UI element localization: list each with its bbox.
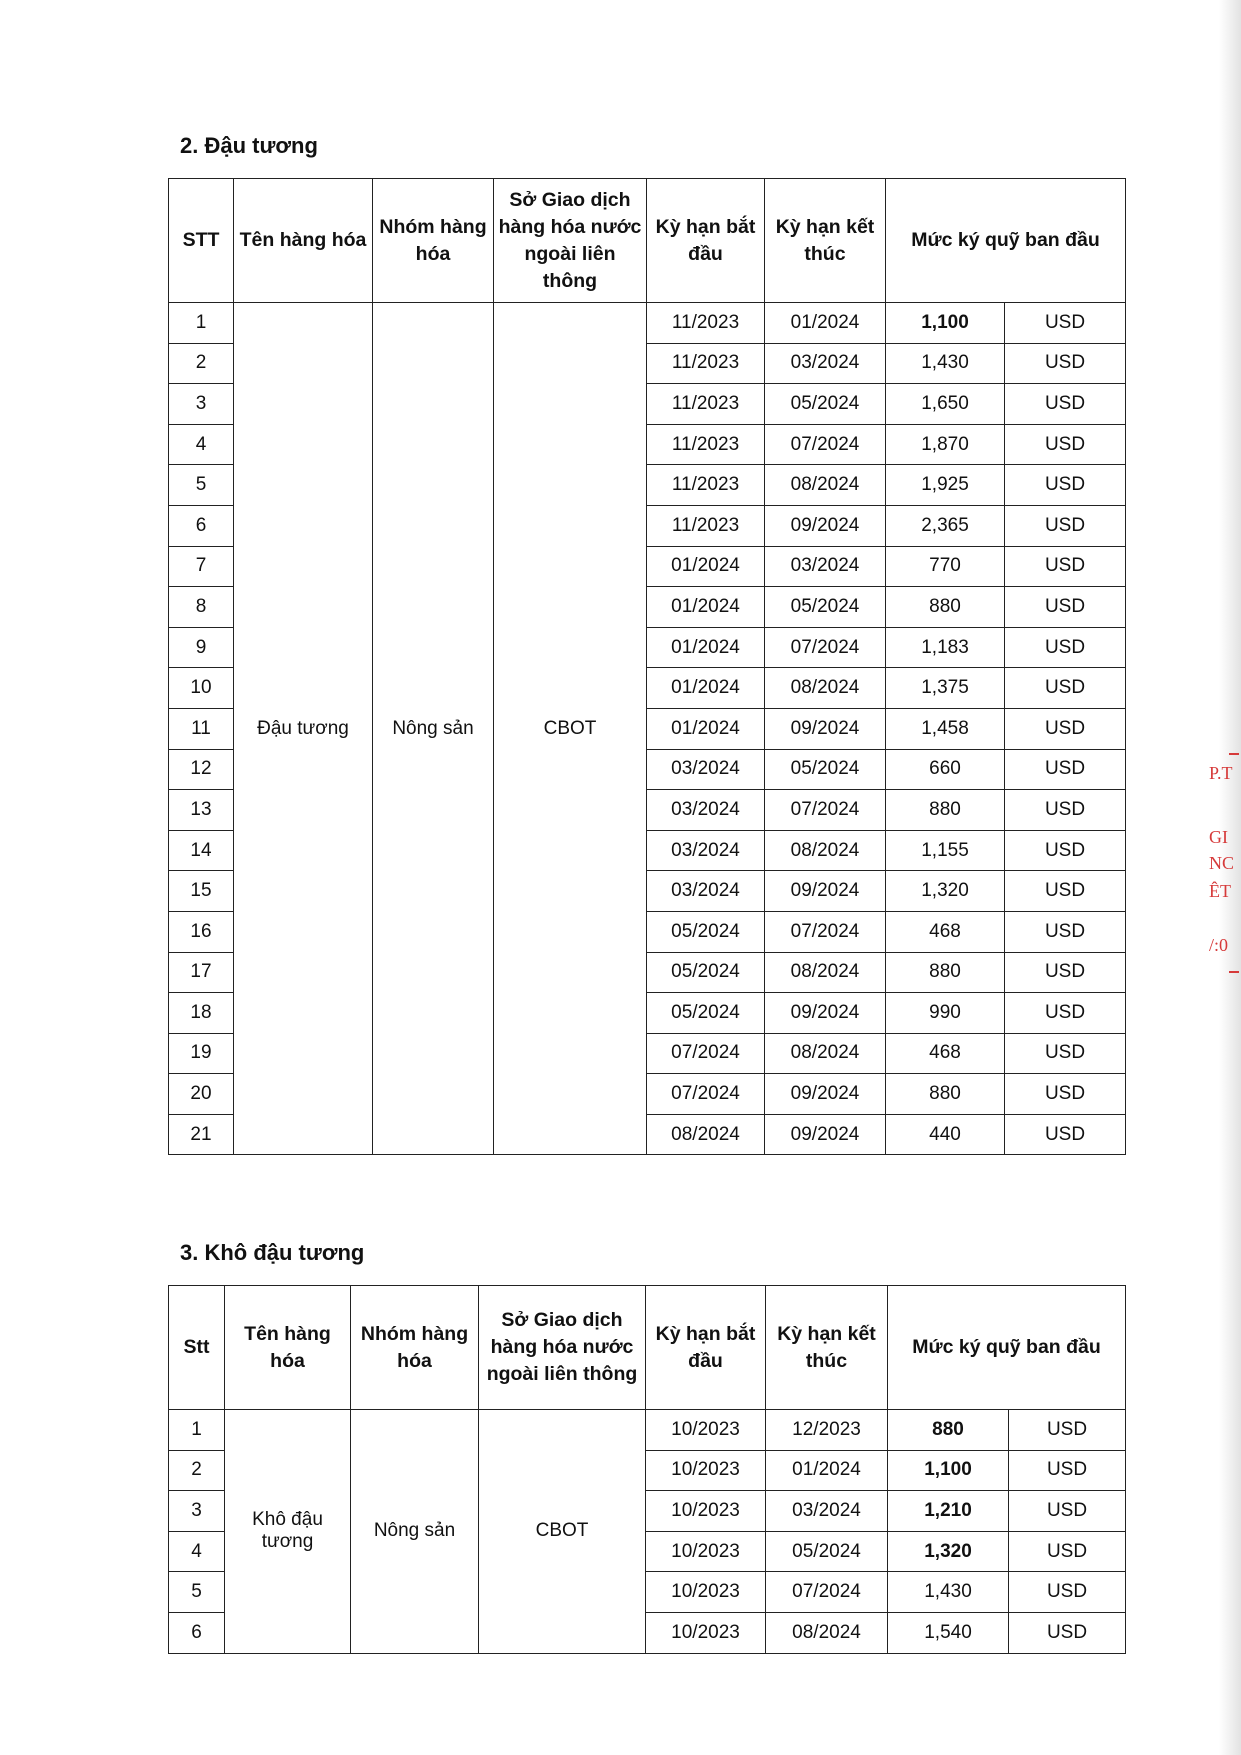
margin-value-cell: 1,210 <box>888 1491 1009 1532</box>
currency-cell: USD <box>1005 668 1126 709</box>
margin-value-cell: 880 <box>886 1074 1005 1115</box>
soybean-margin-table <box>168 178 1126 1155</box>
row-stt: 9 <box>169 627 234 668</box>
row-stt: 21 <box>169 1114 234 1155</box>
section-title-soybean-meal: 3. Khô đậu tương <box>180 1240 365 1265</box>
margin-value-cell: 1,650 <box>886 384 1005 425</box>
currency-cell: USD <box>1009 1410 1126 1451</box>
margin-value-cell: 468 <box>886 1033 1005 1074</box>
header-start-term: Kỳ hạn bắt đầu <box>647 179 765 303</box>
header-commodity-group: Nhóm hàng hóa <box>373 179 494 303</box>
currency-cell: USD <box>1005 627 1126 668</box>
end-term-cell: 09/2024 <box>765 1114 886 1155</box>
end-term-cell: 07/2024 <box>765 911 886 952</box>
currency-cell: USD <box>1009 1491 1126 1532</box>
row-stt: 1 <box>169 1410 225 1451</box>
exchange-cell: CBOT <box>479 1410 646 1654</box>
stamp-text: ÊT <box>1209 881 1231 901</box>
margin-value-cell: 1,430 <box>886 343 1005 384</box>
header-end-term: Kỳ hạn kết thúc <box>766 1286 888 1410</box>
margin-value-cell: 1,430 <box>888 1572 1009 1613</box>
margin-value-cell: 1,925 <box>886 465 1005 506</box>
margin-value-cell: 1,458 <box>886 708 1005 749</box>
end-term-cell: 08/2024 <box>765 952 886 993</box>
table-header-row <box>169 179 1126 303</box>
currency-cell: USD <box>1009 1531 1126 1572</box>
start-term-cell: 11/2023 <box>647 424 765 465</box>
margin-value-cell: 1,540 <box>888 1612 1009 1653</box>
currency-cell: USD <box>1005 749 1126 790</box>
row-stt: 3 <box>169 384 234 425</box>
margin-value-cell: 1,375 <box>886 668 1005 709</box>
currency-cell: USD <box>1005 303 1126 344</box>
currency-cell: USD <box>1005 708 1126 749</box>
margin-value-cell: 770 <box>886 546 1005 587</box>
row-stt: 2 <box>169 343 234 384</box>
red-stamp-fragment <box>1205 745 1241 985</box>
margin-value-cell: 468 <box>886 911 1005 952</box>
currency-cell: USD <box>1005 993 1126 1034</box>
currency-cell: USD <box>1005 384 1126 425</box>
row-stt: 10 <box>169 668 234 709</box>
start-term-cell: 11/2023 <box>647 505 765 546</box>
end-term-cell: 07/2024 <box>765 424 886 465</box>
end-term-cell: 08/2024 <box>765 668 886 709</box>
start-term-cell: 01/2024 <box>647 546 765 587</box>
margin-value-cell: 880 <box>888 1410 1009 1451</box>
start-term-cell: 01/2024 <box>647 708 765 749</box>
end-term-cell: 09/2024 <box>765 1074 886 1115</box>
header-commodity-group: Nhóm hàng hóa <box>351 1286 479 1410</box>
table-header-row <box>169 1286 1126 1410</box>
start-term-cell: 11/2023 <box>647 303 765 344</box>
row-stt: 14 <box>169 830 234 871</box>
stamp-text: GI <box>1209 827 1228 847</box>
end-term-cell: 12/2023 <box>766 1410 888 1451</box>
end-term-cell: 05/2024 <box>765 749 886 790</box>
end-term-cell: 05/2024 <box>765 587 886 628</box>
end-term-cell: 09/2024 <box>765 505 886 546</box>
start-term-cell: 07/2024 <box>647 1074 765 1115</box>
start-term-cell: 05/2024 <box>647 993 765 1034</box>
currency-cell: USD <box>1005 587 1126 628</box>
currency-cell: USD <box>1005 790 1126 831</box>
start-term-cell: 10/2023 <box>646 1491 766 1532</box>
commodity-name-cell: Đậu tương <box>234 303 373 1155</box>
header-foreign-exchange: Sở Giao dịch hàng hóa nước ngoài liên thông <box>479 1286 646 1410</box>
header-start-term: Kỳ hạn bắt đầu <box>646 1286 766 1410</box>
start-term-cell: 05/2024 <box>647 911 765 952</box>
margin-value-cell: 880 <box>886 952 1005 993</box>
row-stt: 4 <box>169 424 234 465</box>
soybean-meal-margin-table <box>168 1285 1126 1654</box>
header-foreign-exchange: Sở Giao dịch hàng hóa nước ngoài liên thông <box>494 179 647 303</box>
header-stt: Stt <box>169 1286 225 1410</box>
start-term-cell: 03/2024 <box>647 830 765 871</box>
row-stt: 17 <box>169 952 234 993</box>
row-stt: 1 <box>169 303 234 344</box>
row-stt: 2 <box>169 1450 225 1491</box>
start-term-cell: 11/2023 <box>647 343 765 384</box>
header-initial-margin: Mức ký quỹ ban đầu <box>888 1286 1126 1410</box>
section-title-soybean: 2. Đậu tương <box>180 133 318 158</box>
row-stt: 3 <box>169 1491 225 1532</box>
margin-value-cell: 2,365 <box>886 505 1005 546</box>
start-term-cell: 01/2024 <box>647 587 765 628</box>
row-stt: 12 <box>169 749 234 790</box>
end-term-cell: 01/2024 <box>765 303 886 344</box>
start-term-cell: 08/2024 <box>647 1114 765 1155</box>
row-stt: 13 <box>169 790 234 831</box>
end-term-cell: 09/2024 <box>765 871 886 912</box>
row-stt: 7 <box>169 546 234 587</box>
start-term-cell: 10/2023 <box>646 1531 766 1572</box>
margin-value-cell: 660 <box>886 749 1005 790</box>
stamp-text: /:0 <box>1209 935 1229 955</box>
margin-value-cell: 880 <box>886 790 1005 831</box>
row-stt: 19 <box>169 1033 234 1074</box>
end-term-cell: 03/2024 <box>765 546 886 587</box>
row-stt: 18 <box>169 993 234 1034</box>
row-stt: 16 <box>169 911 234 952</box>
start-term-cell: 03/2024 <box>647 871 765 912</box>
row-stt: 5 <box>169 1572 225 1613</box>
end-term-cell: 07/2024 <box>766 1572 888 1613</box>
currency-cell: USD <box>1005 343 1126 384</box>
end-term-cell: 08/2024 <box>765 465 886 506</box>
header-initial-margin: Mức ký quỹ ban đầu <box>886 179 1126 303</box>
margin-value-cell: 880 <box>886 587 1005 628</box>
table-row <box>169 303 1126 344</box>
end-term-cell: 01/2024 <box>766 1450 888 1491</box>
currency-cell: USD <box>1005 1074 1126 1115</box>
start-term-cell: 07/2024 <box>647 1033 765 1074</box>
end-term-cell: 08/2024 <box>766 1612 888 1653</box>
margin-value-cell: 1,320 <box>888 1531 1009 1572</box>
margin-value-cell: 1,100 <box>886 303 1005 344</box>
margin-value-cell: 1,183 <box>886 627 1005 668</box>
currency-cell: USD <box>1005 505 1126 546</box>
currency-cell: USD <box>1005 911 1126 952</box>
end-term-cell: 03/2024 <box>765 343 886 384</box>
currency-cell: USD <box>1009 1612 1126 1653</box>
header-end-term: Kỳ hạn kết thúc <box>765 179 886 303</box>
currency-cell: USD <box>1009 1450 1126 1491</box>
table-row <box>169 1410 1126 1451</box>
row-stt: 11 <box>169 708 234 749</box>
margin-value-cell: 1,155 <box>886 830 1005 871</box>
end-term-cell: 08/2024 <box>765 830 886 871</box>
start-term-cell: 01/2024 <box>647 668 765 709</box>
row-stt: 20 <box>169 1074 234 1115</box>
commodity-name-cell: Khô đậu tương <box>225 1410 351 1654</box>
margin-value-cell: 990 <box>886 993 1005 1034</box>
start-term-cell: 10/2023 <box>646 1612 766 1653</box>
margin-value-cell: 1,870 <box>886 424 1005 465</box>
stamp-text: NC <box>1209 853 1235 873</box>
currency-cell: USD <box>1005 952 1126 993</box>
currency-cell: USD <box>1005 424 1126 465</box>
header-commodity-name: Tên hàng hóa <box>234 179 373 303</box>
start-term-cell: 01/2024 <box>647 627 765 668</box>
end-term-cell: 05/2024 <box>766 1531 888 1572</box>
end-term-cell: 09/2024 <box>765 993 886 1034</box>
currency-cell: USD <box>1005 871 1126 912</box>
currency-cell: USD <box>1005 465 1126 506</box>
margin-value-cell: 1,100 <box>888 1450 1009 1491</box>
end-term-cell: 08/2024 <box>765 1033 886 1074</box>
exchange-cell: CBOT <box>494 303 647 1155</box>
end-term-cell: 07/2024 <box>765 627 886 668</box>
commodity-group-cell: Nông sản <box>373 303 494 1155</box>
start-term-cell: 10/2023 <box>646 1572 766 1613</box>
start-term-cell: 11/2023 <box>647 384 765 425</box>
start-term-cell: 03/2024 <box>647 749 765 790</box>
start-term-cell: 05/2024 <box>647 952 765 993</box>
end-term-cell: 03/2024 <box>766 1491 888 1532</box>
row-stt: 6 <box>169 505 234 546</box>
currency-cell: USD <box>1005 1033 1126 1074</box>
start-term-cell: 03/2024 <box>647 790 765 831</box>
row-stt: 5 <box>169 465 234 506</box>
start-term-cell: 10/2023 <box>646 1450 766 1491</box>
currency-cell: USD <box>1005 1114 1126 1155</box>
row-stt: 6 <box>169 1612 225 1653</box>
end-term-cell: 09/2024 <box>765 708 886 749</box>
start-term-cell: 10/2023 <box>646 1410 766 1451</box>
currency-cell: USD <box>1009 1572 1126 1613</box>
row-stt: 8 <box>169 587 234 628</box>
margin-value-cell: 440 <box>886 1114 1005 1155</box>
row-stt: 15 <box>169 871 234 912</box>
stamp-text: P.T <box>1209 763 1233 783</box>
row-stt: 4 <box>169 1531 225 1572</box>
header-stt: STT <box>169 179 234 303</box>
end-term-cell: 05/2024 <box>765 384 886 425</box>
margin-value-cell: 1,320 <box>886 871 1005 912</box>
currency-cell: USD <box>1005 546 1126 587</box>
header-commodity-name: Tên hàng hóa <box>225 1286 351 1410</box>
end-term-cell: 07/2024 <box>765 790 886 831</box>
currency-cell: USD <box>1005 830 1126 871</box>
commodity-group-cell: Nông sản <box>351 1410 479 1654</box>
start-term-cell: 11/2023 <box>647 465 765 506</box>
